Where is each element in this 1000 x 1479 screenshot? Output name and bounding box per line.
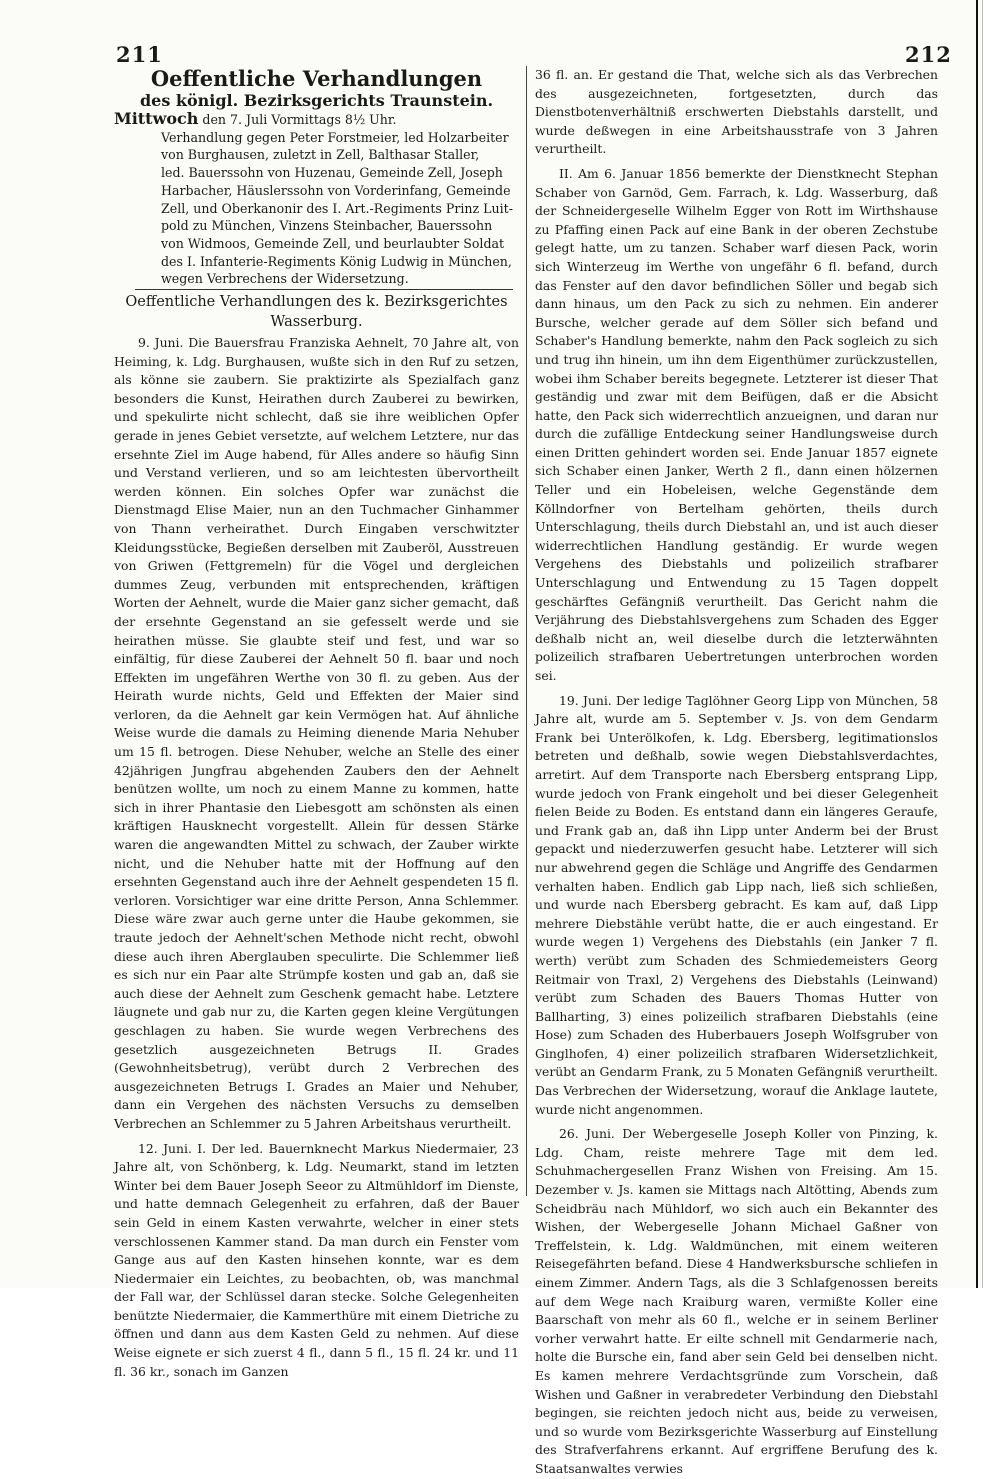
traunstein-day: Mittwoch [114, 109, 199, 128]
article-paragraph: 19. Juni. Der ledige Taglöhner Georg Lipp von München, 58 Jahre alt, wurde am 5. September v. Js. von dem Gendarm Frank bei Unterölkofen, k. Ldg. Ebersberg, legitimationslos betreten und deßhalb, sowie wegen Diebstahlsverdachtes, arretirt. Auf dem Transporte nach Ebersberg entsprang Lipp, wurde jedoch von Frank eingeholt und bei dieser Gelegenheit fielen Beide zu Boden. Es entstand dann ein längeres Geraufe, und Frank gab an, daß ihn Lipp unter Anderm bei der Brust gepackt und niederzuwerfen gesucht habe. Letzterer will sich nur abwehrend gegen die Schläge und Angriffe des Gendarmen verhalten haben. Endlich gab Lipp nach, ließ sich schließen, und wurde nach Ebersberg gebracht. Es kam auf, daß Lipp mehrere Diebstähle verübt hatte, die er auch eingestand. Er wurde wegen 1) Vergehens des Diebstahls (ein Janker 7 fl. werth) verübt zum Schaden des Schmiedemeisters Georg Reitmair von Traxl, 2) Vergehens des Diebstahls (Leinwand) verübt zum Schaden des Bauers Thomas Hutter von Ballharting, 3) eines polizeilich strafbaren Diebstahls (eine Hose) zum Schaden des Huberbauers Joseph Wolfsgruber von Ginglhofen, 4) einer polizeilich strafbaren Widersetzlichkeit, verübt an Gendarm Frank, zu 5 Monaten Gefängniß verurtheilt. Das Verbrechen der Widersetzung, worauf die Anklage lautete, wurde nicht angenommen. [535, 692, 938, 1117]
section-separator [135, 289, 513, 290]
traunstein-date: den 7. Juli Vormittags 8½ Uhr. [198, 112, 397, 127]
traunstein-line: von Burghausen, zuletzt in Zell, Balthasar Staller, [161, 147, 480, 163]
page-number-right: 212 [905, 42, 952, 67]
page-edge-rule [976, 0, 978, 1288]
article-paragraph: 9. Juni. Die Bauersfrau Franziska Aehnelt, 70 Jahre alt, von Heiming, k. Ldg. Burghausen, wußte sich in den Ruf zu setzen, als könne sie zaubern. Sie praktizirte als Spezialfach ganz besonders die Kunst, Heirathen durch Zauberei zu bewirken, und spekulirte nicht schlecht, daß sie ihre weiblichen Opfer gerade in jenes Gebiet versetzte, auf welchem Letztere, nur das ersehnte Ziel im Auge habend, für Alles andere so häufig Sinn und Verstand verlieren, und so am leichtesten übervortheilt werden können. Ein solches Opfer war zunächst die Dienstmagd Elise Maier, nun an den Tuchmacher Ginhammer von Thann verheirathet. Durch Eingaben verschwitzter Kleidungsstücke, Begießen derselben mit Zauberöl, Ausstreuen von Griwen (Fettgremeln) für die Vögel und dergleichen dummes Zeug, verbunden mit entsprechenden, kräftigen Worten der Aehnelt, wurde die Maier ganz sicher gemacht, daß der ersehnte Gegenstand an sie gefesselt werde und sie heirathen müsse. Sie glaubte steif und fest, und war so einfältig, für diese Zauberei der Aehnelt 50 fl. baar und noch Effekten im ungefähren Werthe von 30 fl. zu geben. Aus der Heirath wurde nichts, Geld und Effekten der Maier sind verloren, da die Aehnelt gar kein Vermögen hat. Auf ähnliche Weise wurde die damals zu Heiming dienende Maria Nehuber um 15 fl. betrogen. Diese Nehuber, welche an Stelle des einer 42jährigen Jungfrau abgehenden Zaubers den der Aehnelt benützen wollte, um noch zu einem Manne zu kommen, hatte sich in ihrer Phantasie den Liebesgott am schönsten als einen kräftigen Hausknecht vorgestellt. Allein für dessen Stärke waren die angewandten Mittel zu schwach, der Zauber wirkte nicht, und die Nehuber hatte mit der Hoffnung auf den ersehnten Gegenstand auch ihre der Aehnelt gespendeten 15 fl. verloren. Vorsichtiger war eine dritte Person, Anna Schlemmer. Diese wäre zwar auch gerne unter die Haube gekommen, sie traute jedoch der Aehnelt'schen Methode nicht recht, obwohl diese auch ihren Aberglauben speculirte. Die Schlemmer ließ es sich nur ein Paar alte Strümpfe kosten und gab an, daß sie auch diese der Aehnelt zum Geschenk gemacht habe. Letztere läugnete und gab nur zu, die Karten gegen kleine Vergütungen geschlagen zu haben. Sie wurde wegen Verbrechens des gesetzlich ausgezeichneten Betrugs II. Grades (Gewohnheitsbetrug), verübt durch 2 Verbrechen des ausgezeichneten Betrugs I. Grades an Maier und Nehuber, dann ein Vergehen des nächsten Versuchs zu demselben Verbrechen an Schlemmer zu 5 Jahren Arbeitshaus verurtheilt. [114, 335, 519, 1131]
article-paragraph: 26. Juni. Der Webergeselle Joseph Koller von Pinzing, k. Ldg. Cham, reiste mehrere Tage mit dem led. Schuhmachergesellen Franz Wishen von Freising. Am 15. Dezember v. Js. kamen sie Mittags nach Altötting, Abends zum Scheidbräu nach Mühldorf, wo sich auch ein Bekannter des Wishen, der Webergeselle Johann Michael Gaßner von Treffelstein, k. Ldg. Waldmünchen, mit einem weiteren Reisegefährten befand. Diese 4 Handwerksbursche schliefen in einem Zimmer. Andern Tags, als die 3 Schlafgenossen bereits auf dem Wege nach Kraiburg waren, vermißte Koller eine Baarschaft von mehr als 60 fl., welche er in seinem Berliner vorher verwahrt hatte. Er eilte schnell mit Gendarmerie nach, holte die Bursche ein, fand aber sein Geld bei denselben nicht. Es kamen mehrere Verdachtsgründe zum Vorschein, daß Wishen und Gaßner in verabredeter Verbindung den Diebstahl begingen, sie reichten jedoch nicht aus, beide zu verweisen, und so wurde vom Bezirksgerichte Wasserburg auf Einstellung des Strafverfahrens erkannt. Auf ergriffene Berufung des k. Staatsanwaltes verwies [535, 1126, 938, 1476]
traunstein-date-line [114, 110, 519, 129]
wasserburg-title-line: Oeffentliche Verhandlungen des k. Bezirksgerichtes [125, 294, 508, 310]
traunstein-body [114, 129, 519, 288]
traunstein-title: Oeffentliche Verhandlungen [150, 66, 483, 91]
traunstein-line: wegen Verbrechens der Widersetzung. [161, 271, 409, 287]
article-paragraph: II. Am 6. Januar 1856 bemerkte der Dienstknecht Stephan Schaber von Garnöd, Gem. Farrach, k. Ldg. Wasserburg, daß der Schneidergeselle Wilhelm Egger von Rott im Wirthshause zu Pfaffing einen Pack auf eine Bank in der oberen Zechstube gelegt hatte, um zu tanzen. Schaber warf diesen Pack, worin sich Winterzeug im Werthe von ungefähr 6 fl. befand, durch das Fenster auf den davor befindlichen Söller und begab sich dann hinaus, um den Pack zu sich zu nehmen. Ein anderer Bursche, welcher gerade auf dem Söller sich befand und Schaber's Handlung bemerkte, nahm den Pack sogleich zu sich und trug ihn hinein, um ihn dem Eigenthümer zurückzustellen, wobei ihm Schaber bereits begegnete. Letzterer ist dieser That geständig und zwar mit dem Beifügen, daß er die Absicht hatte, den Pack sich widerrechtlich anzueignen, und daran nur durch die zufällige Entdeckung seiner Handlungsweise durch einen Dritten gehindert worden sei. Ende Januar 1857 eignete sich Schaber einen Janker, Werth 2 fl., dann einen hölzernen Teller und ein Hobeleisen, welche Gegenstände dem Köllndorfner von Bertelham gehörten, theils durch Unterschlagung, theils durch Diebstahl an, und ist auch dieser widerrechtlichen Handlung geständig. Er wurde wegen Vergehens des Diebstahls und polizeilich strafbarer Unterschlagung und Entwendung zu 15 Tagen doppelt geschärftes Gefängniß verurtheilt. Das Gericht nahm die Verjährung des Diebstahlsvergehens zum Schaden des Egger deßhalb nicht an, weil dieselbe durch die letzterwähnten polizeilich strafbaren Uebertretungen unterbrochen worden sei. [535, 165, 938, 683]
traunstein-line: Harbacher, Häuslerssohn von Vorderinfang, Gemeinde [161, 182, 511, 198]
traunstein-line: Verhandlung gegen Peter Forstmeier, led Holzarbeiter [161, 129, 509, 145]
traunstein-subtitle: des königl. Bezirksgerichts Traunstein. [139, 91, 494, 110]
wasserburg-title-line: Wasserburg. [270, 314, 363, 330]
traunstein-line: von Widmoos, Gemeinde Zell, und beurlaubter Soldat [161, 235, 505, 251]
traunstein-line: Zell, und Oberkanonir des I. Art.-Regiments Prinz Luit- [161, 200, 513, 216]
traunstein-line: pold zu München, Vinzens Steinbacher, Bauerssohn [161, 218, 493, 234]
wasserburg-title [114, 292, 519, 332]
column-divider [526, 66, 527, 1196]
traunstein-line: des I. Infanterie-Regiments König Ludwig in München, [161, 253, 512, 269]
page-number-left: 211 [116, 42, 163, 67]
left-column [114, 334, 519, 1381]
right-column [535, 66, 938, 1479]
page-margin [982, 0, 1000, 1288]
article-paragraph: 12. Juni. I. Der led. Bauernknecht Markus Niedermaier, 23 Jahre alt, von Schönberg, k. Ldg. Neumarkt, stand im letzten Winter bei dem Bauer Joseph Seeor zu Altmühldorf im Dienste, und hatte demnach Gelegenheit zu erfahren, daß der Bauer sein Geld in einem Kasten verwahrte, welcher in einer stets verschlossenen Kammer stand. Da man durch ein Fenster vom Gange aus auf den Kasten hinsehen konnte, war es dem Niedermaier ein Leichtes, zu beobachten, ob, was manchmal der Fall war, der Schlüssel daran stecke. Solche Gelegenheiten benützte Niedermaier, die Kammerthüre mit einem Dietriche zu öffnen und dann aus dem Kasten Geld zu nehmen. Auf diese Weise eignete er sich zuerst 4 fl., dann 5 fl., 15 fl. 24 kr. und 11 fl. 36 kr., sonach im Ganzen [114, 1140, 519, 1379]
article-paragraph: 36 fl. an. Er gestand die That, welche sich als das Verbrechen des ausgezeichneten, fortgesetzten, durch das Dienstbotenverhältniß erschwerten Diebstahls darstellt, und wurde deßwegen in eine Arbeitshausstrafe von 3 Jahren verurtheilt. [535, 67, 938, 157]
traunstein-notice [114, 110, 519, 288]
traunstein-line: led. Bauerssohn von Huzenau, Gemeinde Zell, Joseph [161, 165, 503, 181]
